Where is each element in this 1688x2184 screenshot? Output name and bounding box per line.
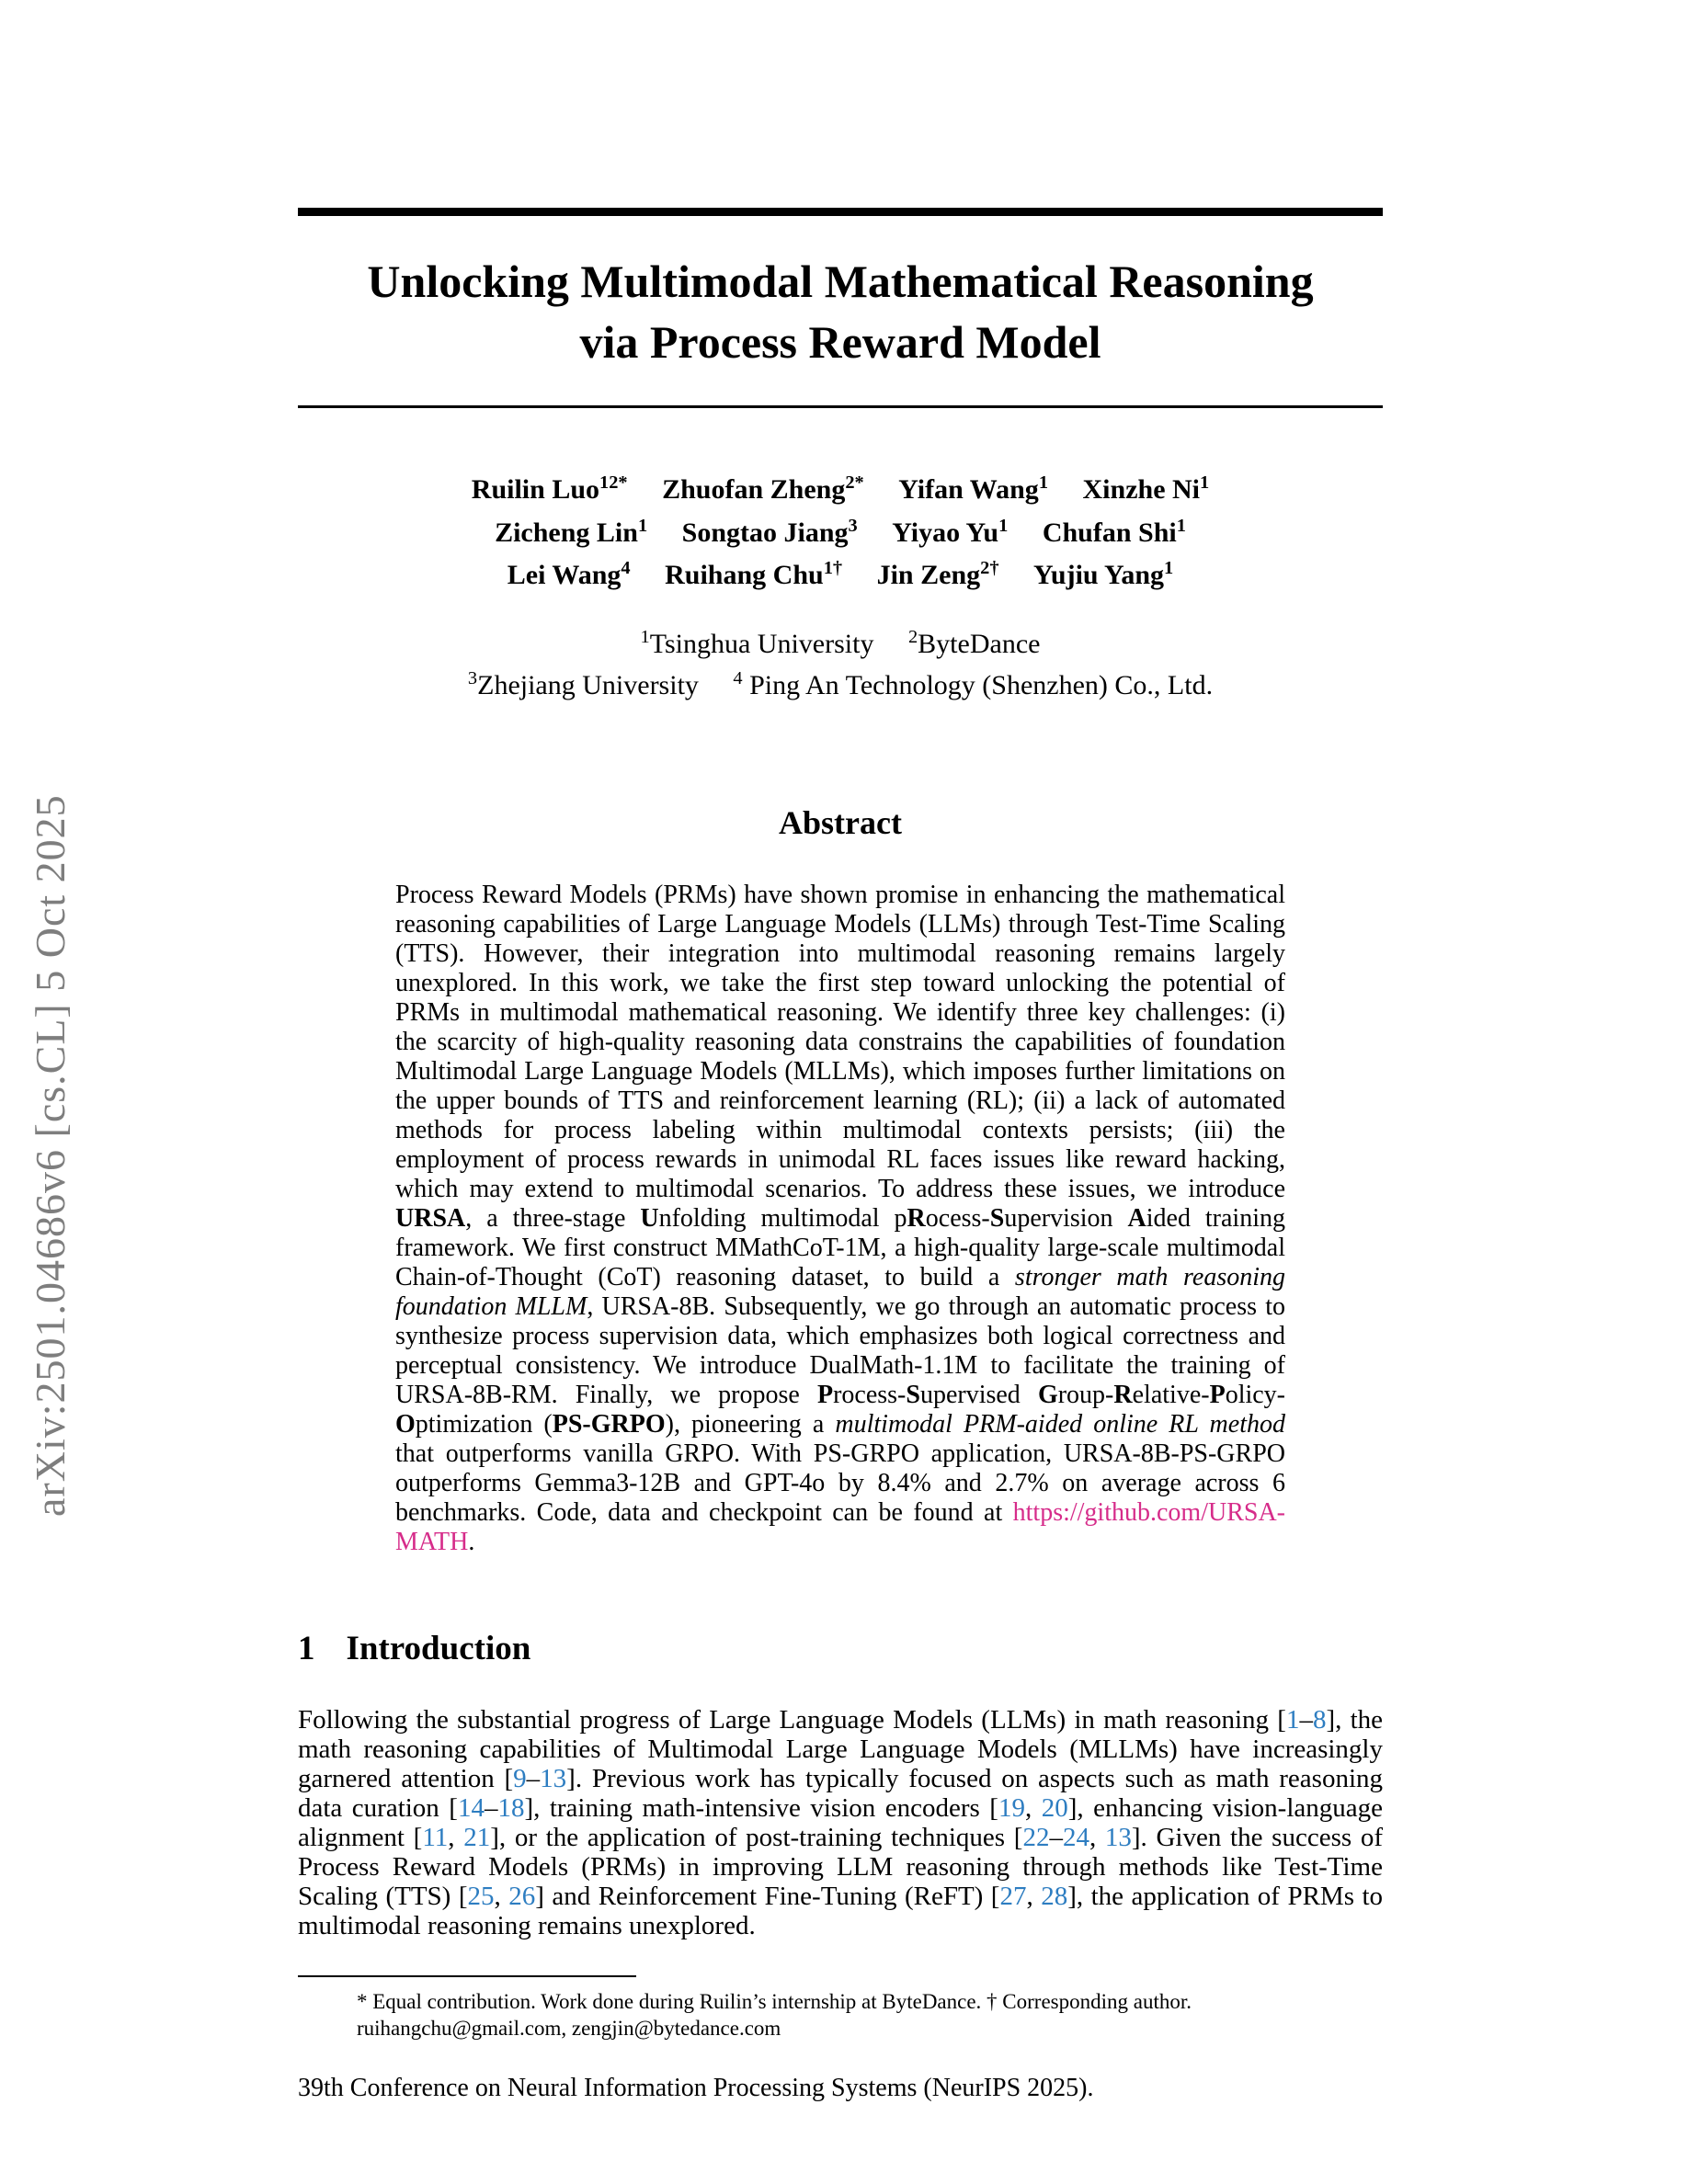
text-segment: , a three-stage — [465, 1203, 641, 1233]
text-segment: 3 — [467, 667, 478, 688]
title-rule-bottom — [298, 405, 1383, 408]
section-heading-introduction — [298, 1629, 1383, 1668]
text-segment: olicy- — [1225, 1380, 1285, 1409]
text-segment: S — [906, 1380, 920, 1409]
text-segment: 3 — [848, 515, 858, 536]
text-segment: 1† — [823, 558, 843, 578]
citation-ref[interactable]: 21 — [463, 1822, 491, 1852]
citation-ref[interactable]: 1 — [1285, 1704, 1300, 1735]
citation-ref[interactable]: 8 — [1312, 1704, 1327, 1735]
conference-footer: 39th Conference on Neural Information Processing Systems (NeurIPS 2025). — [298, 2074, 1094, 2102]
text-segment: PS-GRPO — [552, 1409, 666, 1439]
citation-ref[interactable]: 11 — [422, 1822, 449, 1852]
abstract-heading: Abstract — [779, 803, 902, 841]
citation-ref[interactable]: 9 — [513, 1763, 527, 1793]
author-block — [298, 469, 1383, 597]
text-segment — [858, 518, 893, 548]
text-segment: ] and Reinforcement Fine-Tuning (ReFT) [ — [535, 1881, 1000, 1911]
text-segment: , — [1089, 1822, 1105, 1852]
text-segment — [842, 560, 877, 590]
text-segment: P — [816, 1380, 834, 1409]
text-segment: 1 — [998, 515, 1009, 536]
text-segment: G — [1037, 1380, 1058, 1409]
text-segment: ], enhancing vision-language alignment [ — [298, 1792, 1384, 1852]
affiliation-line-2 — [298, 665, 1383, 706]
text-segment: , — [448, 1822, 464, 1852]
text-segment: stronger math reasoning foundation MLLM — [395, 1262, 1285, 1321]
text-segment: , — [1026, 1881, 1042, 1911]
text-segment: Yujiu Yang — [1033, 560, 1165, 590]
text-segment: Chufan Shi — [1042, 517, 1177, 548]
text-segment — [628, 474, 663, 505]
text-segment: – — [526, 1763, 541, 1793]
text-segment: R — [1113, 1380, 1133, 1409]
text-segment: 1 — [1200, 472, 1210, 493]
title-rule-top — [298, 208, 1383, 216]
text-segment: ], training math-intensive vision encoders [ — [524, 1792, 998, 1823]
text-segment: ided training framework. We first construct MMathCoT-1M, a high-quality large-scale multimodal Chain-of-Thought (CoT) reasoning dataset, to build a — [395, 1203, 1285, 1291]
text-segment: URSA — [395, 1203, 466, 1233]
text-segment: ]. Previous work has typically focused on aspects such as math reasoning data curation [ — [298, 1763, 1384, 1823]
text-segment: Songtao Jiang — [681, 517, 849, 548]
citation-ref[interactable]: 14 — [457, 1792, 485, 1823]
footnote-line-2: ruihangchu@gmail.com, zengjin@bytedance.com — [357, 2016, 781, 2040]
footnote-block — [357, 1988, 1383, 2042]
text-segment: that outperforms vanilla GRPO. With PS-GRPO application, URSA-8B-PS-GRPO outperforms Gemma3-12B and GPT-4o by 8.4% and 2.7% on average across 6 benchmarks. Code, data and checkpoint can be found at — [395, 1439, 1285, 1527]
citation-ref[interactable]: 25 — [467, 1881, 495, 1911]
citation-ref[interactable]: 27 — [999, 1881, 1027, 1911]
citation-ref[interactable]: 22 — [1022, 1822, 1050, 1852]
text-segment: Lei Wang — [507, 560, 622, 590]
text-segment: 1 — [637, 515, 648, 536]
abstract-text — [395, 881, 1285, 1557]
text-segment: Ping An Technology (Shenzhen) Co., Ltd. — [742, 669, 1214, 700]
author-line-2 — [298, 512, 1383, 555]
text-segment — [999, 560, 1034, 590]
text-segment: ), pioneering a — [665, 1409, 836, 1439]
text-segment: ocess- — [925, 1203, 990, 1233]
text-segment: Yiyao Yu — [892, 517, 999, 548]
external-link[interactable]: https://github.com/URSA-MATH — [395, 1497, 1285, 1556]
text-segment: 4 — [733, 667, 743, 688]
text-segment: – — [1049, 1822, 1063, 1852]
text-segment — [1008, 518, 1043, 548]
text-segment: A — [1127, 1203, 1146, 1233]
text-segment: Zhejiang University — [477, 669, 699, 700]
text-segment: 2* — [845, 472, 864, 493]
text-segment: Yifan Wang — [898, 474, 1039, 505]
footnote-rule — [298, 1975, 636, 1977]
text-segment: Tsinghua University — [649, 628, 874, 659]
citation-ref[interactable]: 13 — [1104, 1822, 1132, 1852]
text-segment: 1 — [1164, 558, 1174, 578]
text-segment: 1 — [1038, 472, 1049, 493]
text-segment: elative- — [1132, 1380, 1210, 1409]
text-segment — [699, 670, 734, 700]
text-segment: ]. Given the success of Process Reward Models (PRMs) in improving LLM reasoning through methods like Test-Time Scaling (TTS) [ — [298, 1822, 1383, 1911]
citation-ref[interactable]: 20 — [1041, 1792, 1068, 1823]
paper-page — [298, 0, 1383, 2042]
citation-ref[interactable]: 18 — [497, 1792, 525, 1823]
text-segment: 1 — [1176, 515, 1186, 536]
text-segment — [864, 474, 899, 505]
text-segment: multimodal PRM-aided online RL method — [835, 1409, 1285, 1439]
text-segment: upervision — [1004, 1203, 1128, 1233]
citation-ref[interactable]: 19 — [998, 1792, 1025, 1823]
arxiv-watermark: arXiv:2501.04686v6 [cs.CL] 5 Oct 2025 — [27, 794, 74, 1517]
text-segment: . — [468, 1527, 475, 1556]
citation-ref[interactable]: 13 — [540, 1763, 567, 1793]
text-segment: Zicheng Lin — [495, 517, 638, 548]
footnote-line-1: * Equal contribution. Work done during Ruilin’s internship at ByteDance. † Corresponding author. — [357, 1989, 1192, 2013]
paper-title-line1: Unlocking Multimodal Mathematical Reasoning — [367, 256, 1314, 307]
text-segment: R — [907, 1203, 926, 1233]
citation-ref[interactable]: 28 — [1041, 1881, 1068, 1911]
affiliation-line-1 — [298, 623, 1383, 665]
paper-title — [298, 251, 1383, 372]
text-segment: roup- — [1057, 1380, 1114, 1409]
text-segment: 4 — [621, 558, 631, 578]
text-segment — [873, 629, 908, 659]
text-segment: ptimization ( — [415, 1409, 553, 1439]
section-number: 1 — [298, 1629, 315, 1667]
citation-ref[interactable]: 24 — [1062, 1822, 1089, 1852]
text-segment — [647, 518, 682, 548]
text-segment: P — [1209, 1380, 1226, 1409]
text-segment: Jin Zeng — [876, 560, 981, 590]
text-segment: , — [494, 1881, 509, 1911]
paper-title-line2: via Process Reward Model — [579, 316, 1101, 368]
text-segment: S — [989, 1203, 1005, 1233]
text-segment: upervised — [919, 1380, 1038, 1409]
text-segment — [631, 560, 666, 590]
text-segment: Ruihang Chu — [665, 560, 824, 590]
text-segment: U — [640, 1203, 659, 1233]
text-segment: , — [1024, 1792, 1042, 1823]
text-segment: 2† — [980, 558, 999, 578]
section-label: Introduction — [346, 1629, 531, 1667]
text-segment: , URSA-8B. Subsequently, we go through an automatic process to synthesize process supervision data, which emphasizes both logical correctness and perceptual consistency. We introduce DualMath-1.1M to facilitate the training of URSA-8B-RM. Finally, we propose — [395, 1291, 1285, 1409]
text-segment: rocess- — [833, 1380, 907, 1409]
text-segment: 2 — [907, 626, 918, 647]
text-segment: nfolding multimodal p — [658, 1203, 907, 1233]
text-segment: – — [484, 1792, 498, 1823]
text-segment: Following the substantial progress of Large Language Models (LLMs) in math reasoning [ — [298, 1704, 1286, 1735]
text-segment: – — [1299, 1704, 1313, 1735]
citation-ref[interactable]: 26 — [508, 1881, 536, 1911]
text-segment: Xinzhe Ni — [1082, 474, 1201, 505]
author-line-1 — [298, 469, 1383, 512]
text-segment: 12* — [599, 472, 628, 493]
text-segment: O — [395, 1409, 416, 1439]
text-segment: ], the math reasoning capabilities of Multimodal Large Language Models (MLLMs) have increasingly garnered attention [ — [298, 1704, 1383, 1793]
text-segment: ByteDance — [918, 628, 1041, 659]
text-segment: Ruilin Luo — [471, 474, 600, 505]
text-segment: Process Reward Models (PRMs) have shown promise in enhancing the mathematical reasoning capabilities of Large Language Models (LLMs) through Test-Time Scaling (TTS). However, their integration into multimodal reasoning remains largely unexplored. In this work, we take the first step toward unlocking the potential of PRMs in multimodal mathematical reasoning. We identify three key challenges: (i) the scarcity of high-quality reasoning data constrains the capabilities of foundation Multimodal Large Language Models (MLLMs), which imposes further limitations on the upper bounds of TTS and reinforcement learning (RL); (ii) a lack of automated methods for process labeling within multimodal contexts persists; (iii) the employment of process rewards in unimodal RL faces issues like reward hacking, which may extend to multimodal scenarios. To address these issues, we introduce — [395, 880, 1285, 1203]
author-line-3 — [298, 554, 1383, 597]
text-segment: 1 — [640, 626, 650, 647]
text-segment: Zhuofan Zheng — [662, 474, 846, 505]
introduction-text — [298, 1705, 1383, 1940]
affiliation-block — [298, 623, 1383, 706]
text-segment — [1048, 474, 1083, 505]
text-segment: ], or the application of post-training techniques [ — [490, 1822, 1023, 1852]
text-segment: ], the application of PRMs to multimodal reasoning remains unexplored. — [298, 1881, 1384, 1940]
